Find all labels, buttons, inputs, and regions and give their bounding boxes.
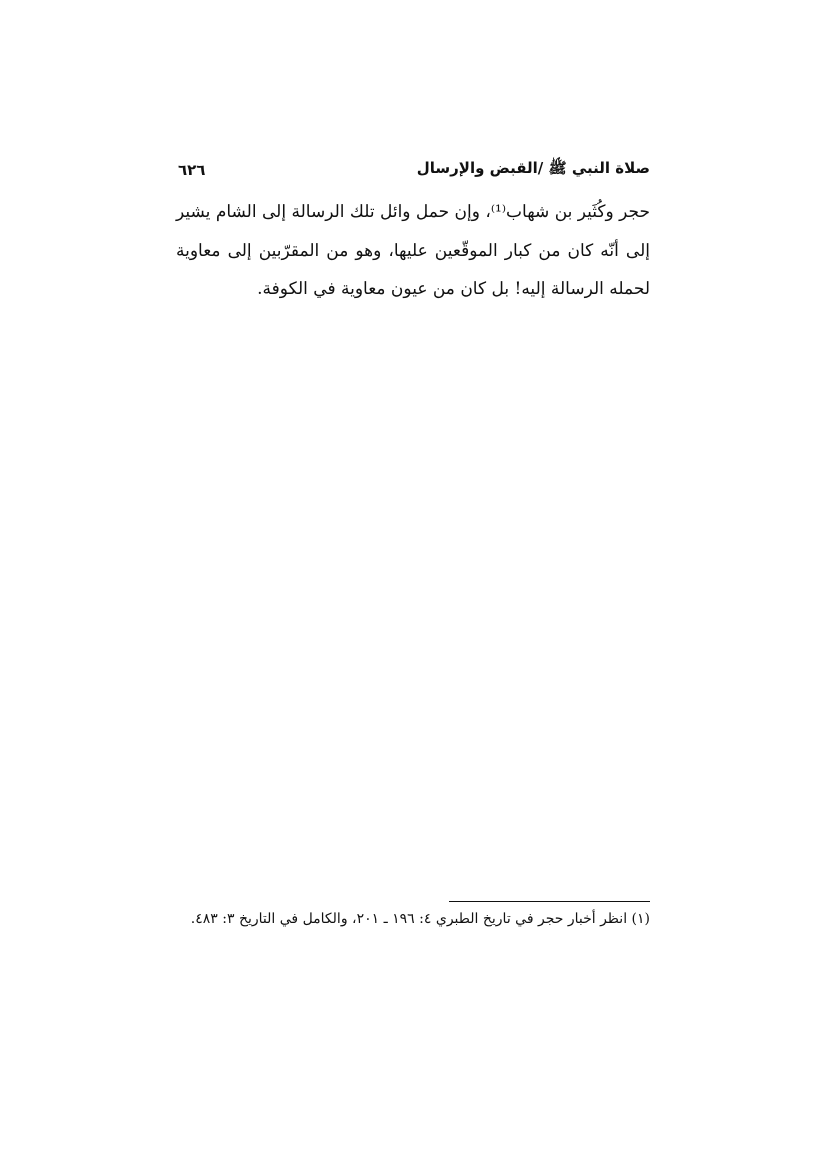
body-paragraph: حجر وكُثَير بن شهاب⁽¹⁾، وإن حمل وائل تلك الرسالة إلى الشام يشير إلى أنّه كان من كبار الموقّعين عليها، وهو من المقرّبين إلى معاوية لحمله الرسالة إليه! بل كان من عيون معاوية في الكوفة. (176, 202, 650, 299)
footnote-separator (449, 901, 650, 902)
running-header (178, 155, 650, 185)
footnote-1: (١) انظر أخبار حجر في تاريخ الطبري ٤: ١٩٦ ـ ٢٠١، والكامل في التاريخ ٣: ٤٨٣. (190, 911, 650, 927)
page-number: ٦٢٦ (178, 161, 206, 179)
running-header-title: صلاة النبي ﷺ /القبض والإرسال (416, 159, 650, 177)
main-text (176, 193, 650, 309)
